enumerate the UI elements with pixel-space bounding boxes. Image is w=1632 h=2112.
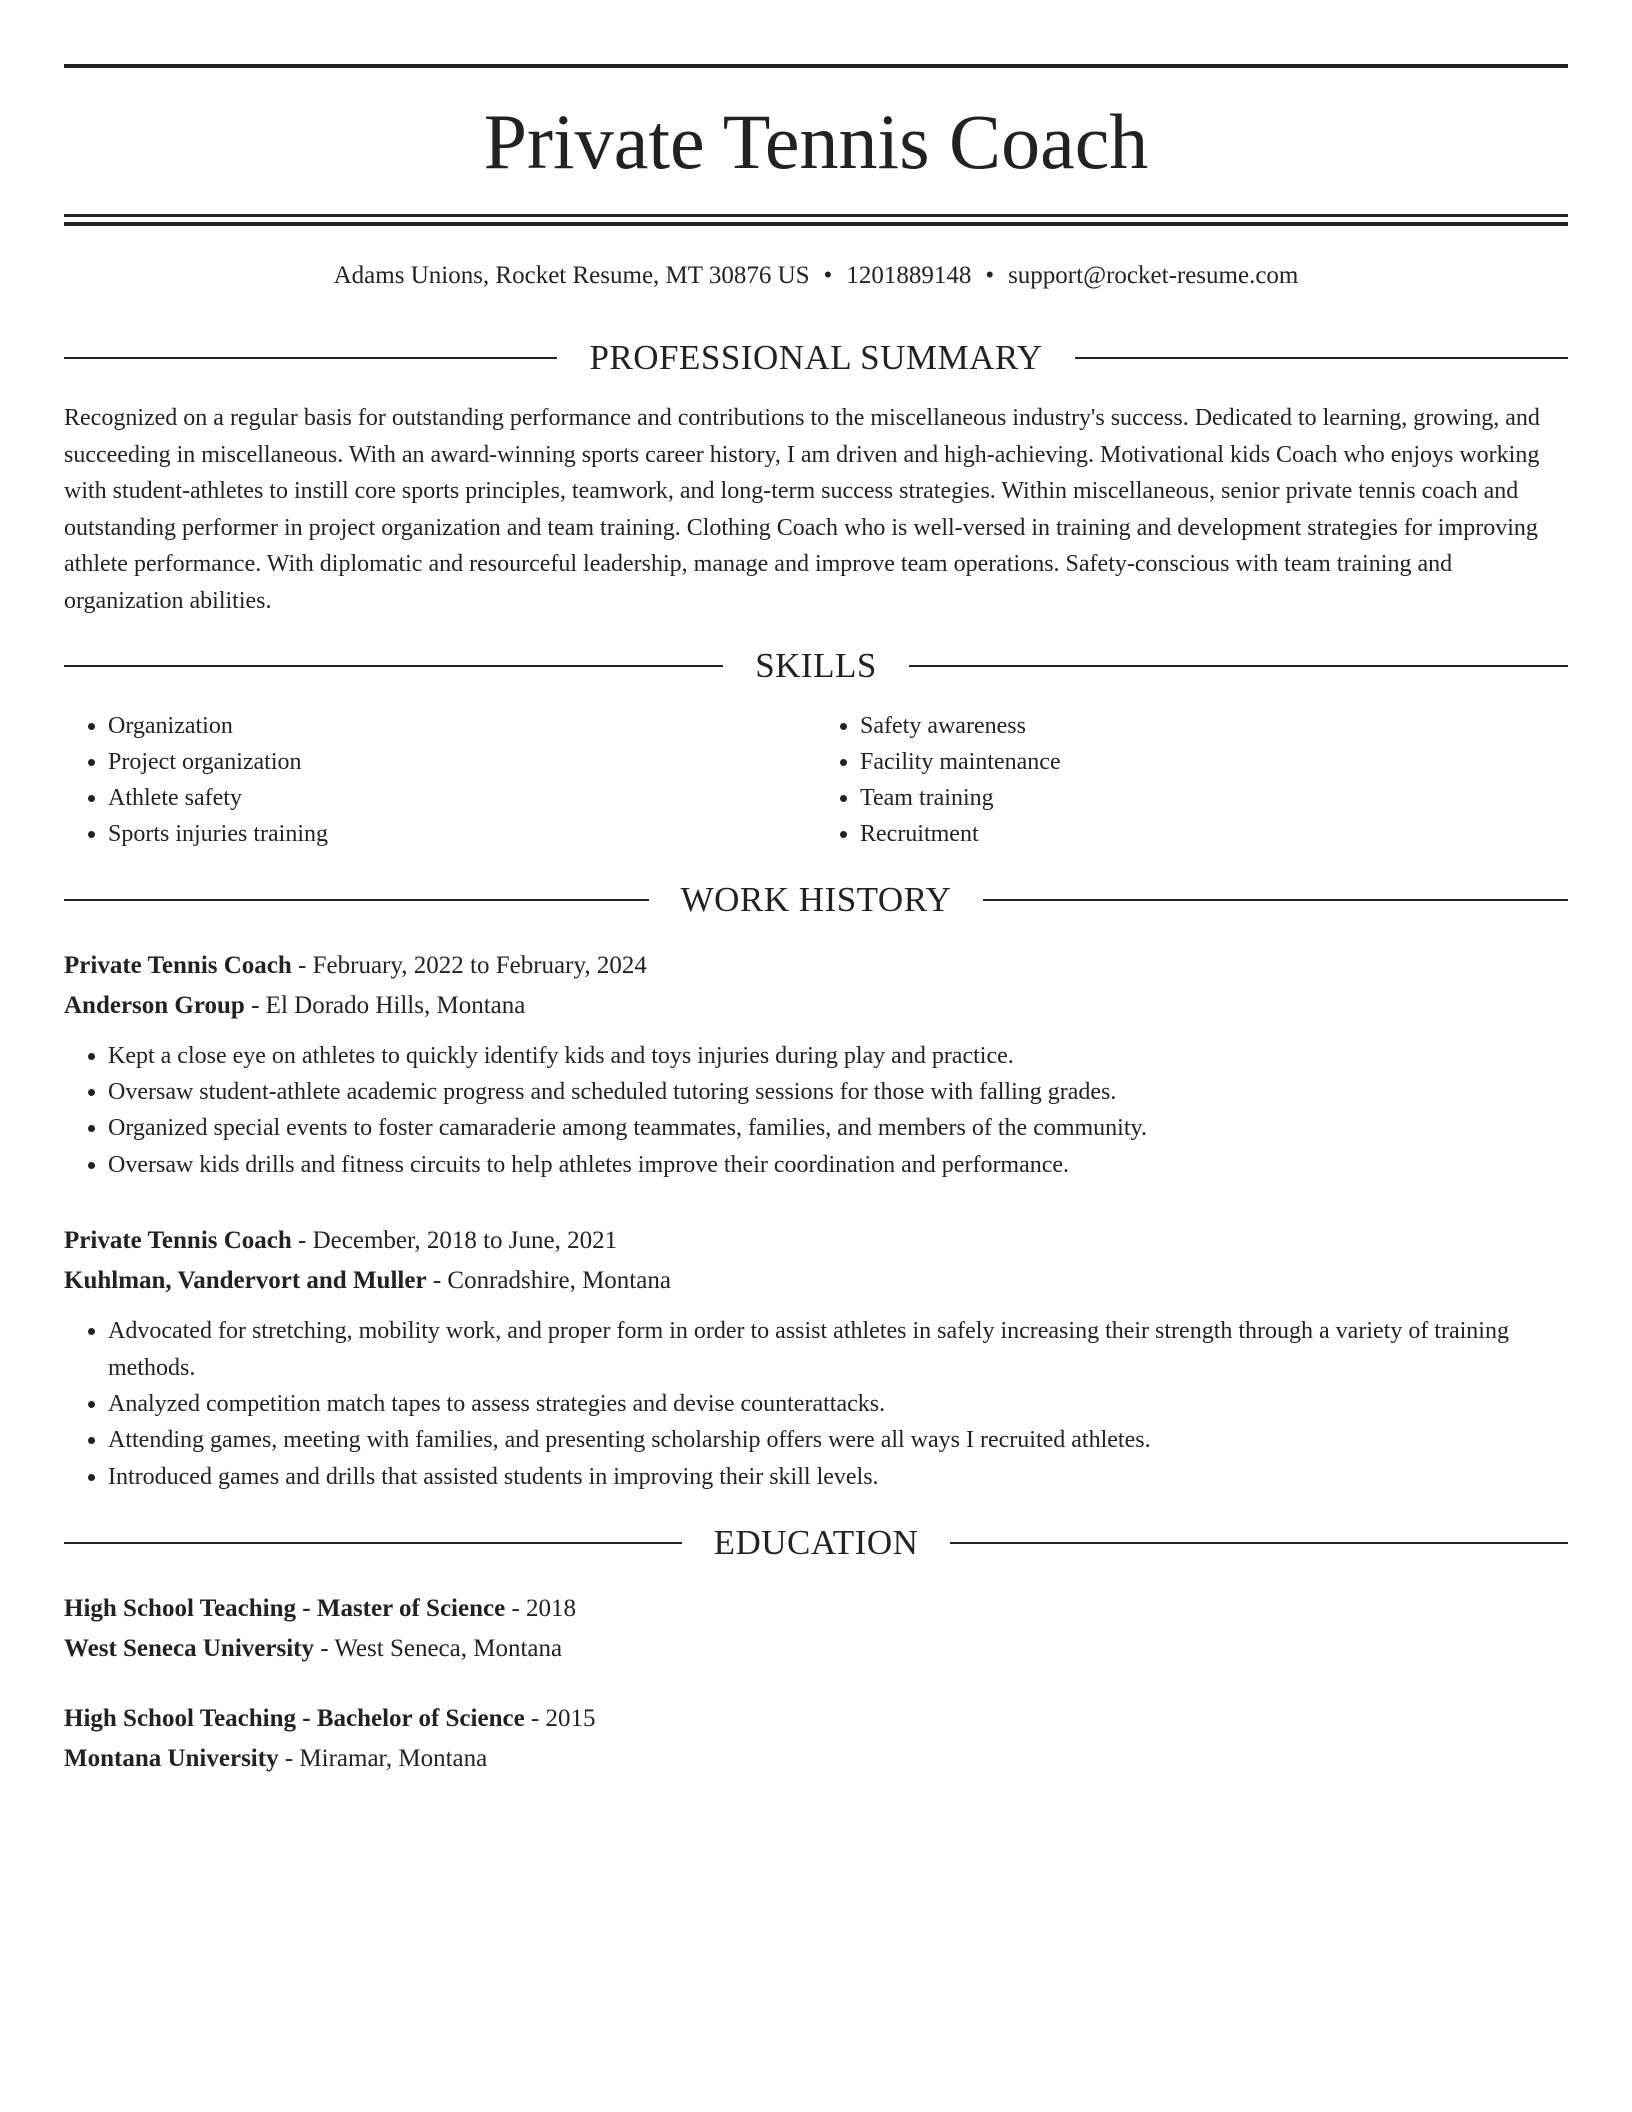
education-degree-line — [64, 1699, 1568, 1739]
job-title-line — [64, 946, 1568, 986]
work-section-heading — [64, 880, 1568, 920]
job-bullets — [64, 1313, 1568, 1495]
job-title: Private Tennis Coach — [64, 951, 292, 979]
heading-rule-left — [64, 899, 649, 901]
job-bullet: • Oversaw student-athlete academic progress and scheduled tutoring sessions for those with falling grades. — [108, 1074, 1568, 1110]
header-top-rule — [64, 64, 1568, 68]
education-school-line — [64, 1629, 1568, 1669]
education-section-heading — [64, 1523, 1568, 1563]
job-bullet: • Advocated for stretching, mobility work, and proper form in order to assist athletes in safely increasing their strength through a variety of training methods. — [108, 1313, 1568, 1386]
heading-rule-right — [950, 1542, 1568, 1544]
heading-rule-left — [64, 1542, 682, 1544]
skill-item: • Team training — [860, 780, 1568, 816]
job-bullets — [64, 1038, 1568, 1184]
contact-address: Adams Unions, Rocket Resume, MT 30876 US — [333, 262, 810, 289]
job-title-line — [64, 1221, 1568, 1261]
contact-email: support@rocket-resume.com — [1008, 262, 1299, 289]
job-dates: - December, 2018 to June, 2021 — [291, 1227, 618, 1255]
job-bullet: • Analyzed competition match tapes to assess strategies and devise counterattacks. — [108, 1386, 1568, 1422]
candidate-name: Private Tennis Coach — [483, 98, 1149, 185]
education-entry — [64, 1589, 1568, 1669]
job-entry — [64, 1221, 1568, 1495]
heading-rule-left — [64, 357, 557, 359]
education-degree: High School Teaching - Master of Science — [64, 1595, 506, 1623]
skill-item: • Organization — [108, 708, 816, 744]
job-company-line — [64, 1261, 1568, 1301]
contact-line — [64, 258, 1568, 294]
header-double-rule — [64, 214, 1568, 226]
skills-heading: SKILLS — [755, 645, 877, 685]
skills-section-heading — [64, 646, 1568, 686]
heading-rule-right — [909, 665, 1568, 667]
contact-phone: 1201889148 — [846, 262, 972, 289]
resume-page — [64, 64, 1568, 1779]
skill-item: • Athlete safety — [108, 780, 816, 816]
job-company-line — [64, 986, 1568, 1026]
skill-item: • Sports injuries training — [108, 816, 816, 852]
job-entry — [64, 946, 1568, 1184]
job-company: Anderson Group — [64, 991, 245, 1019]
education-heading: EDUCATION — [713, 1523, 919, 1563]
education-location: - West Seneca, Montana — [313, 1635, 563, 1663]
job-company: Kuhlman, Vandervort and Muller — [64, 1267, 427, 1295]
education-school: West Seneca University — [64, 1635, 314, 1663]
heading-rule-right — [1075, 357, 1568, 359]
education-school-line — [64, 1739, 1568, 1779]
contact-separator: • — [985, 262, 995, 289]
skill-item: • Facility maintenance — [860, 744, 1568, 780]
education-degree: High School Teaching - Bachelor of Science — [64, 1705, 525, 1733]
job-bullet: • Oversaw kids drills and fitness circuits to help athletes improve their coordination and performance. — [108, 1147, 1568, 1183]
skills-column-right — [816, 708, 1568, 852]
summary-text: Recognized on a regular basis for outstanding performance and contributions to the miscellaneous industry's success. Dedicated to learning, growing, and succeeding in miscellaneous. With an award-winning sports career history, I am driven and high-achieving. Motivational kids Coach who enjoys working with student-athletes to instill core sports principles, teamwork, and long-term success strategies. Within miscellaneous, senior private tennis coach and outstanding performer in project organization and team training. Clothing Coach who is well-versed in training and development strategies for improving athlete performance. With diplomatic and resourceful leadership, manage and improve team operations. Safety-conscious with team training and organization abilities. — [64, 405, 1540, 614]
heading-rule-left — [64, 665, 723, 667]
job-bullet: • Attending games, meeting with families, and presenting scholarship offers were all ways I recruited athletes. — [108, 1422, 1568, 1458]
job-dates: - February, 2022 to February, 2024 — [291, 951, 647, 979]
education-entry — [64, 1699, 1568, 1779]
job-location: - Conradshire, Montana — [426, 1267, 671, 1295]
heading-rule-right — [983, 899, 1568, 901]
job-bullet: • Kept a close eye on athletes to quickly identify kids and toys injuries during play and practice. — [108, 1038, 1568, 1074]
skill-item: • Project organization — [108, 744, 816, 780]
summary-heading: PROFESSIONAL SUMMARY — [589, 338, 1043, 377]
job-bullet: • Organized special events to foster camaraderie among teammates, families, and members of the community. — [108, 1110, 1568, 1146]
education-year: - 2018 — [505, 1595, 577, 1623]
education-school: Montana University — [64, 1745, 279, 1773]
work-heading: WORK HISTORY — [680, 879, 952, 919]
skill-item: • Recruitment — [860, 816, 1568, 852]
skill-item: • Safety awareness — [860, 708, 1568, 744]
education-degree-line — [64, 1589, 1568, 1629]
job-title: Private Tennis Coach — [64, 1227, 292, 1255]
education-year: - 2015 — [524, 1705, 596, 1733]
skills-column-left — [64, 708, 816, 852]
contact-separator: • — [823, 262, 833, 289]
job-location: - El Dorado Hills, Montana — [244, 991, 526, 1019]
summary-section-heading — [64, 338, 1568, 378]
skills-list — [64, 708, 1568, 852]
education-location: - Miramar, Montana — [278, 1745, 488, 1773]
job-bullet: • Introduced games and drills that assisted students in improving their skill levels. — [108, 1459, 1568, 1495]
